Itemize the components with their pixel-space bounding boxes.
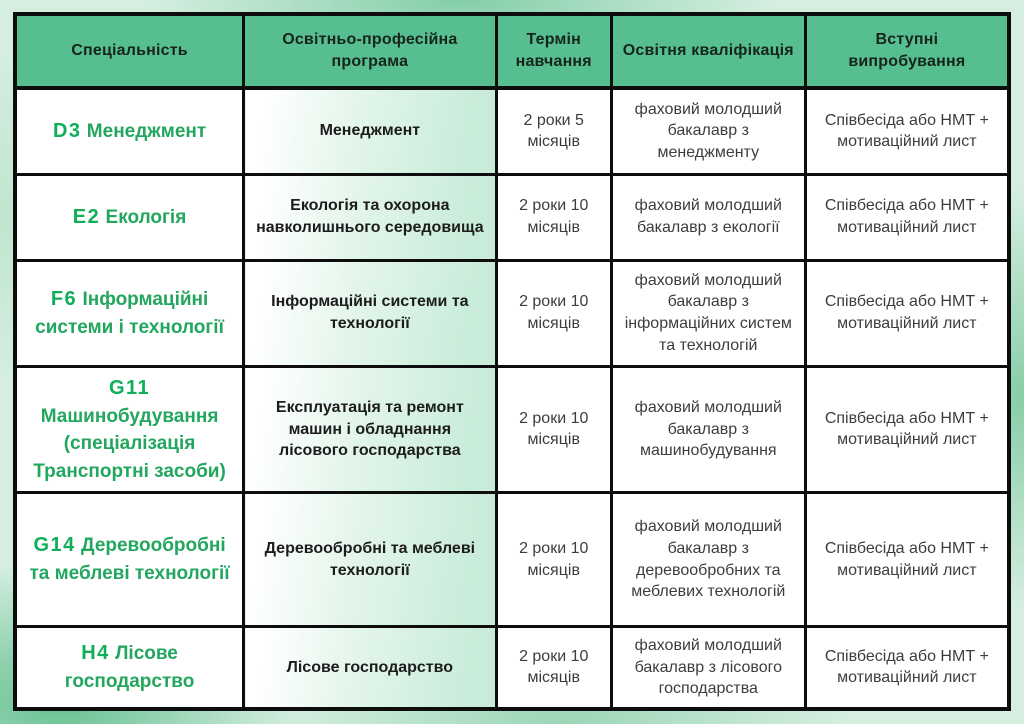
admission-cell: Співбесіда або НМТ + мотиваційний лист — [805, 493, 1009, 627]
specialty-code: D3 — [52, 119, 82, 142]
header-qualification: Освітня кваліфікація — [611, 14, 805, 88]
qualification-cell: фаховий молодший бакалавр з менеджменту — [611, 88, 805, 174]
specialty-name: Машинобудування (спеціалізація Транспортні засоби) — [33, 405, 226, 482]
admission-cell: Співбесіда або НМТ + мотиваційний лист — [805, 627, 1009, 709]
program-cell: Деревообробні та меблеві технології — [244, 493, 496, 627]
admission-cell: Співбесіда або НМТ + мотиваційний лист — [805, 260, 1009, 366]
specialty-name: Деревообробні та меблеві технології — [29, 535, 230, 585]
table-row — [15, 88, 1009, 174]
qualification-cell: фаховий молодший бакалавр з лісового господарства — [611, 627, 805, 709]
specialty-cell — [15, 260, 244, 366]
specialty-name: Лісове господарство — [64, 643, 195, 693]
specialty-code: G14 — [33, 534, 76, 557]
specialty-cell — [15, 627, 244, 709]
header-row — [15, 14, 1009, 88]
header-specialty: Спеціальність — [15, 14, 244, 88]
specialty-name: Інформаційні системи і технології — [35, 288, 224, 338]
table-row — [15, 493, 1009, 627]
specialty-cell — [15, 88, 244, 174]
specialty-code: E2 — [72, 205, 101, 228]
table-row — [15, 627, 1009, 709]
admission-cell: Співбесіда або НМТ + мотиваційний лист — [805, 174, 1009, 260]
duration-cell: 2 роки 10 місяців — [496, 366, 611, 493]
qualification-cell: фаховий молодший бакалавр з машинобудування — [611, 366, 805, 493]
header-program: Освітньо-професійна програма — [244, 14, 496, 88]
admission-cell: Співбесіда або НМТ + мотиваційний лист — [805, 366, 1009, 493]
admission-programs-table — [13, 12, 1011, 711]
qualification-cell: фаховий молодший бакалавр з деревообробних та меблевих технологій — [611, 493, 805, 627]
duration-cell: 2 роки 10 місяців — [496, 493, 611, 627]
program-cell: Інформаційні системи та технології — [244, 260, 496, 366]
specialty-cell — [15, 493, 244, 627]
specialty-code: G11 — [108, 376, 151, 399]
table-row — [15, 260, 1009, 366]
header-duration: Термін навчання — [496, 14, 611, 88]
duration-cell: 2 роки 10 місяців — [496, 627, 611, 709]
specialty-name: Менеджмент — [86, 120, 207, 142]
qualification-cell: фаховий молодший бакалавр з екології — [611, 174, 805, 260]
program-cell: Екологія та охорона навколишнього середовища — [244, 174, 496, 260]
table-row — [15, 366, 1009, 493]
specialty-code: F6 — [50, 287, 78, 310]
duration-cell: 2 роки 10 місяців — [496, 174, 611, 260]
program-cell: Експлуатація та ремонт машин і обладнання лісового господарства — [244, 366, 496, 493]
header-admission: Вступні випробування — [805, 14, 1009, 88]
program-cell: Менеджмент — [244, 88, 496, 174]
table-header — [15, 14, 1009, 88]
program-cell: Лісове господарство — [244, 627, 496, 709]
table-body — [15, 88, 1009, 709]
specialty-cell — [15, 366, 244, 493]
admission-cell: Співбесіда або НМТ + мотиваційний лист — [805, 88, 1009, 174]
specialty-name: Екологія — [105, 206, 187, 228]
table-row — [15, 174, 1009, 260]
duration-cell: 2 роки 10 місяців — [496, 260, 611, 366]
duration-cell: 2 роки 5 місяців — [496, 88, 611, 174]
specialty-cell — [15, 174, 244, 260]
specialty-code: H4 — [81, 642, 110, 665]
qualification-cell: фаховий молодший бакалавр з інформаційних систем та технологій — [611, 260, 805, 366]
